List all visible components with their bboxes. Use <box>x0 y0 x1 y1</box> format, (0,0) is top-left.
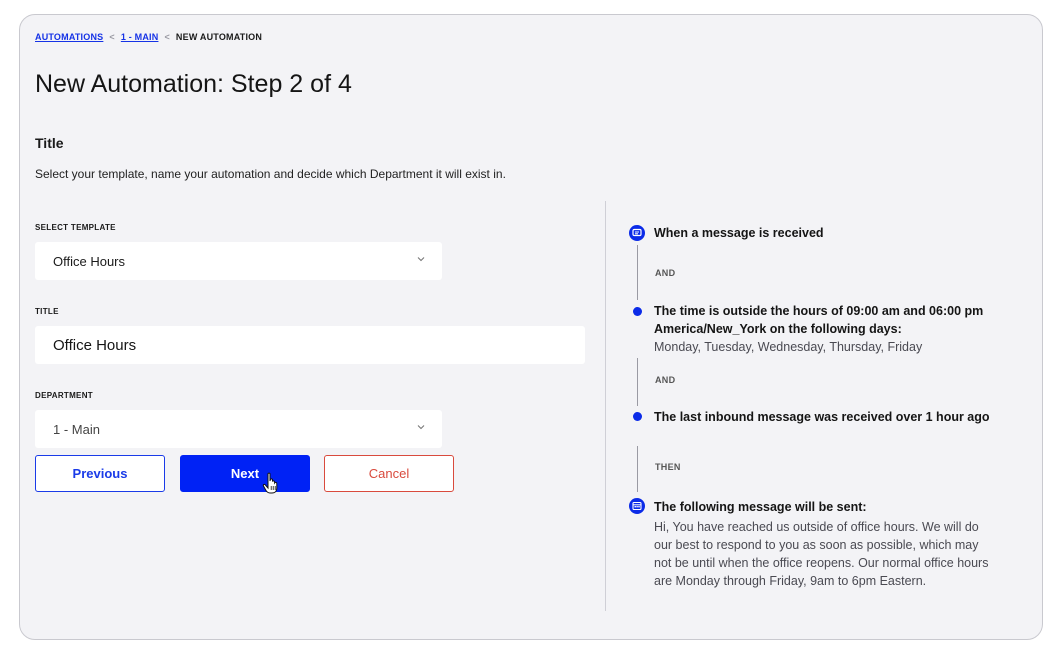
chevron-down-icon <box>416 254 426 264</box>
next-button[interactable]: Next <box>180 455 310 492</box>
condition-dot <box>633 307 642 316</box>
message-bubble-icon <box>629 225 645 241</box>
conjunction-and: AND <box>655 268 676 278</box>
condition-step-time <box>654 302 990 356</box>
flow-connector <box>637 446 638 492</box>
breadcrumb-current: NEW AUTOMATION <box>175 32 263 42</box>
action-message: Hi, You have reached us outside of office hours. We will do our best to respond to you as soon as possible, which may not be until when the office reopens. Our normal office hours are Monday through Friday, 9am to 6pm Eastern. <box>654 520 989 588</box>
trigger-step: When a message is received <box>654 226 824 240</box>
condition-step-last-inbound: The last inbound message was received over 1 hour ago <box>654 410 990 424</box>
condition-time-days: Monday, Tuesday, Wednesday, Thursday, Friday <box>654 340 923 354</box>
conjunction-and: AND <box>655 375 676 385</box>
cancel-button[interactable]: Cancel <box>324 455 454 492</box>
breadcrumb <box>35 32 262 42</box>
page-title: New Automation: Step 2 of 4 <box>35 70 352 98</box>
title-label: TITLE <box>35 307 59 316</box>
calendar-message-icon <box>629 498 645 514</box>
section-title: Title <box>35 135 64 151</box>
chevron-down-icon <box>416 422 426 432</box>
hand-pointer-icon <box>262 472 280 494</box>
select-template-dropdown[interactable] <box>35 242 442 280</box>
department-label: DEPARTMENT <box>35 391 93 400</box>
breadcrumb-separator: < <box>164 32 170 42</box>
flow-connector <box>637 358 638 406</box>
conjunction-then: THEN <box>655 462 681 472</box>
department-value: 1 - Main <box>53 421 100 437</box>
select-template-label: SELECT TEMPLATE <box>35 223 116 232</box>
action-title: The following message will be sent: <box>654 500 867 514</box>
breadcrumb-main-link[interactable]: 1 - MAIN <box>120 32 159 42</box>
condition-time-title: The time is outside the hours of 09:00 am and 06:00 pm America/New_York on the following days: <box>654 304 984 336</box>
department-dropdown[interactable] <box>35 410 442 448</box>
panel-divider <box>605 201 606 611</box>
breadcrumb-automations-link[interactable]: AUTOMATIONS <box>35 32 104 42</box>
previous-button[interactable]: Previous <box>35 455 165 492</box>
condition-dot <box>633 412 642 421</box>
section-description: Select your template, name your automation and decide which Department it will exist in. <box>35 167 506 181</box>
select-template-value: Office Hours <box>53 253 126 269</box>
title-input[interactable]: Office Hours <box>35 326 585 364</box>
flow-connector <box>637 245 638 300</box>
action-step <box>654 498 990 590</box>
breadcrumb-separator: < <box>109 32 115 42</box>
